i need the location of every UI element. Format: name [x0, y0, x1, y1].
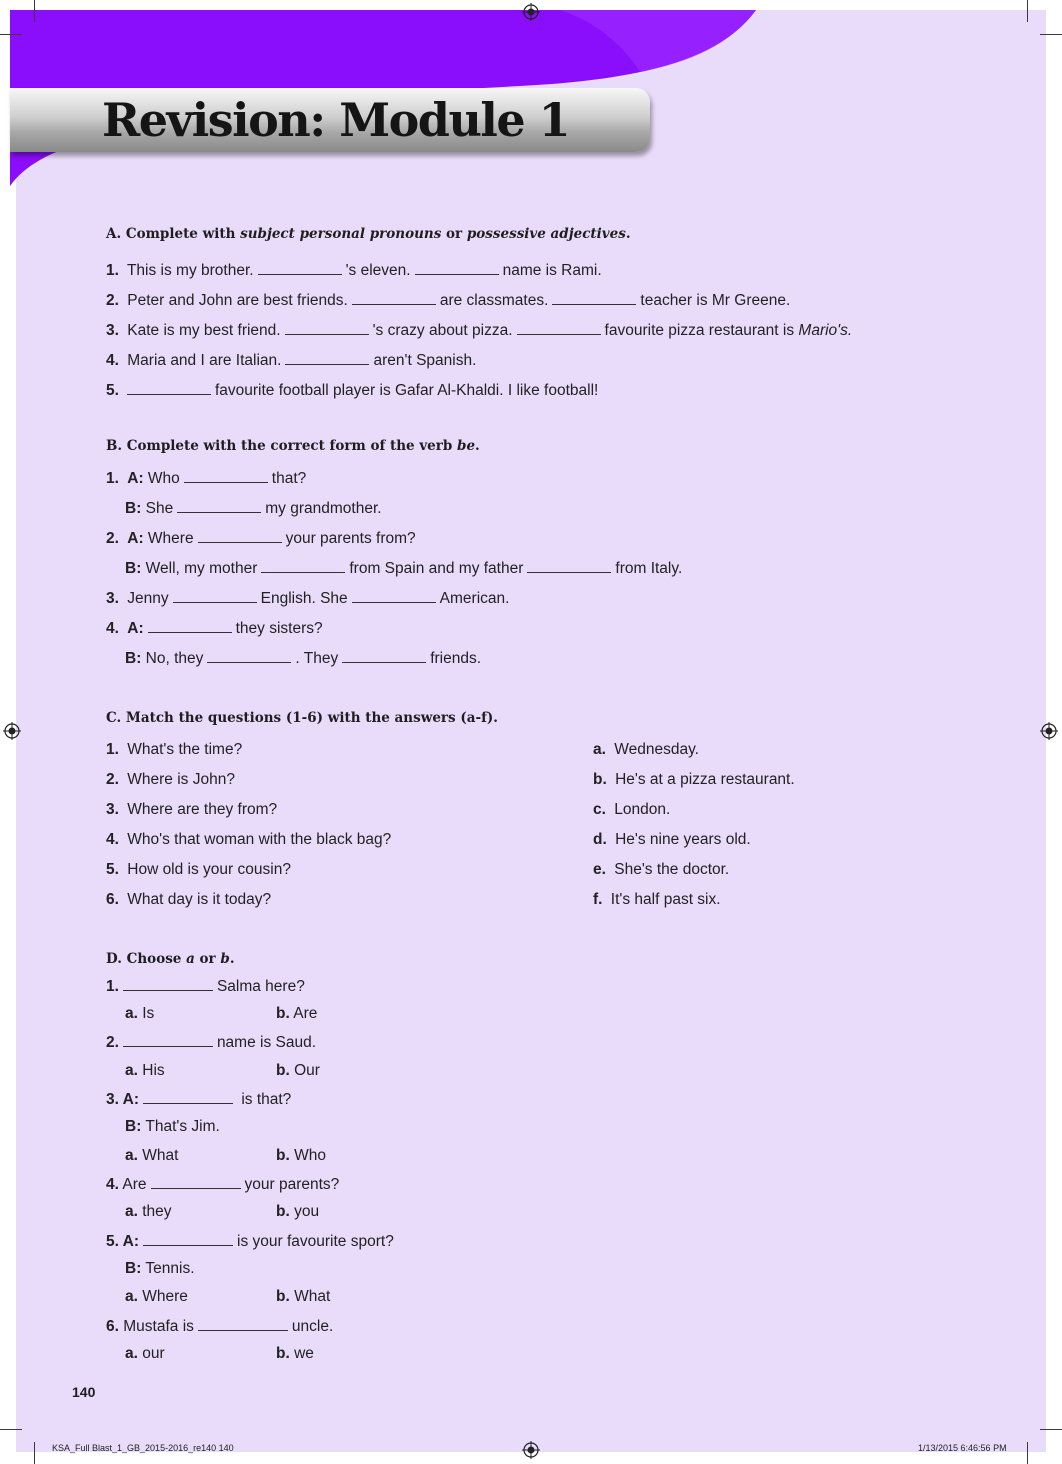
answer-blank[interactable] — [123, 976, 213, 991]
option-b[interactable]: b. What — [276, 1288, 331, 1305]
trim-mark — [34, 1442, 35, 1464]
footer-timestamp: 1/13/2015 6:46:56 PM — [918, 1443, 1007, 1453]
exercise-item: 5. A: is your favourite sport? — [106, 1233, 394, 1250]
answer-blank[interactable] — [207, 648, 291, 663]
option-a[interactable]: a. What — [125, 1147, 179, 1164]
answer-blank[interactable] — [148, 618, 232, 633]
registration-mark-icon — [522, 3, 540, 21]
option-a[interactable]: a. our — [125, 1345, 165, 1362]
answer-blank[interactable] — [342, 648, 426, 663]
answer-blank[interactable] — [527, 558, 611, 573]
trim-mark — [34, 0, 35, 22]
question-item: 5. How old is your cousin? — [106, 861, 291, 878]
answer-blank[interactable] — [261, 558, 345, 573]
answer-blank[interactable] — [151, 1174, 241, 1189]
exercise-item: 4. A: they sisters? — [106, 620, 323, 637]
exercise-item: 3. A: is that? — [106, 1091, 292, 1108]
option-a[interactable]: a. Is — [125, 1005, 155, 1022]
answer-blank[interactable] — [198, 528, 282, 543]
section-b-heading: B. Complete with the correct form of the verb be. — [106, 438, 480, 454]
answer-blank[interactable] — [285, 320, 369, 335]
exercise-item: 4. Maria and I are Italian. aren't Spanish. — [106, 352, 477, 369]
section-a-heading: A. Complete with subject personal pronouns or possessive adjectives. — [106, 226, 631, 242]
answer-blank[interactable] — [552, 290, 636, 305]
registration-mark-icon — [522, 1441, 540, 1459]
answer-blank[interactable] — [258, 260, 342, 275]
question-item: 4. Who's that woman with the black bag? — [106, 831, 392, 848]
answer-blank[interactable] — [415, 260, 499, 275]
exercise-item: 6. Mustafa is uncle. — [106, 1318, 334, 1335]
answer-item: c. London. — [593, 801, 671, 818]
question-item: 6. What day is it today? — [106, 891, 272, 908]
answer-blank[interactable] — [352, 588, 436, 603]
registration-mark-icon — [1040, 722, 1058, 740]
section-d-heading: D. Choose a or b. — [106, 951, 235, 967]
trim-mark — [1027, 0, 1028, 22]
exercise-item: 1. This is my brother. 's eleven. name is Rami. — [106, 262, 602, 279]
exercise-item: 4. Are your parents? — [106, 1176, 340, 1193]
footer-file-info: KSA_Full Blast_1_GB_2015-2016_re140 140 — [52, 1443, 234, 1453]
answer-blank[interactable] — [177, 498, 261, 513]
answer-blank[interactable] — [173, 588, 257, 603]
option-b[interactable]: b. you — [276, 1203, 320, 1220]
answer-item: e. She's the doctor. — [593, 861, 730, 878]
question-item: 3. Where are they from? — [106, 801, 278, 818]
exercise-item: 1. Salma here? — [106, 978, 305, 995]
answer-item: f. It's half past six. — [593, 891, 721, 908]
exercise-item: B: She my grandmother. — [125, 500, 382, 517]
answer-blank[interactable] — [184, 468, 268, 483]
exercise-item: 1. A: Who that? — [106, 470, 307, 487]
option-b[interactable]: b. Who — [276, 1147, 326, 1164]
exercise-item: 3. Jenny English. She American. — [106, 590, 510, 607]
question-item: 1. What's the time? — [106, 741, 243, 758]
answer-blank[interactable] — [285, 350, 369, 365]
option-a[interactable]: a. His — [125, 1062, 165, 1079]
trim-mark — [0, 1429, 22, 1430]
section-c-heading: C. Match the questions (1-6) with the answers (a-f). — [106, 710, 498, 726]
registration-mark-icon — [3, 722, 21, 740]
answer-item: a. Wednesday. — [593, 741, 699, 758]
exercise-item: B: Well, my mother from Spain and my father from Italy. — [125, 560, 683, 577]
answer-blank[interactable] — [198, 1316, 288, 1331]
trim-mark — [1027, 1442, 1028, 1464]
option-b[interactable]: b. we — [276, 1345, 314, 1362]
exercise-item: 2. name is Saud. — [106, 1034, 317, 1051]
answer-blank[interactable] — [127, 380, 211, 395]
exercise-item: 2. A: Where your parents from? — [106, 530, 416, 547]
page-number: 140 — [72, 1384, 96, 1400]
page-title: Revision: Module 1 — [102, 93, 570, 147]
answer-blank[interactable] — [143, 1231, 233, 1246]
exercise-item: B: Tennis. — [125, 1260, 195, 1277]
exercise-item: 2. Peter and John are best friends. are classmates. teacher is Mr Greene. — [106, 292, 791, 309]
answer-blank[interactable] — [352, 290, 436, 305]
answer-item: d. He's nine years old. — [593, 831, 751, 848]
trim-mark — [1040, 1429, 1062, 1430]
trim-mark — [1040, 34, 1062, 35]
answer-blank[interactable] — [123, 1032, 213, 1047]
option-b[interactable]: b. Are — [276, 1005, 318, 1022]
answer-blank[interactable] — [517, 320, 601, 335]
exercise-item: 5. favourite football player is Gafar Al-Khaldi. I like football! — [106, 382, 599, 399]
exercise-item: B: That's Jim. — [125, 1118, 220, 1135]
exercise-item: 3. Kate is my best friend. 's crazy about pizza. favourite pizza restaurant is Mario's. — [106, 322, 853, 339]
exercise-item: B: No, they . They friends. — [125, 650, 482, 667]
question-item: 2. Where is John? — [106, 771, 235, 788]
trim-mark — [0, 34, 22, 35]
option-a[interactable]: a. they — [125, 1203, 172, 1220]
answer-blank[interactable] — [143, 1089, 233, 1104]
option-b[interactable]: b. Our — [276, 1062, 320, 1079]
option-a[interactable]: a. Where — [125, 1288, 188, 1305]
answer-item: b. He's at a pizza restaurant. — [593, 771, 795, 788]
